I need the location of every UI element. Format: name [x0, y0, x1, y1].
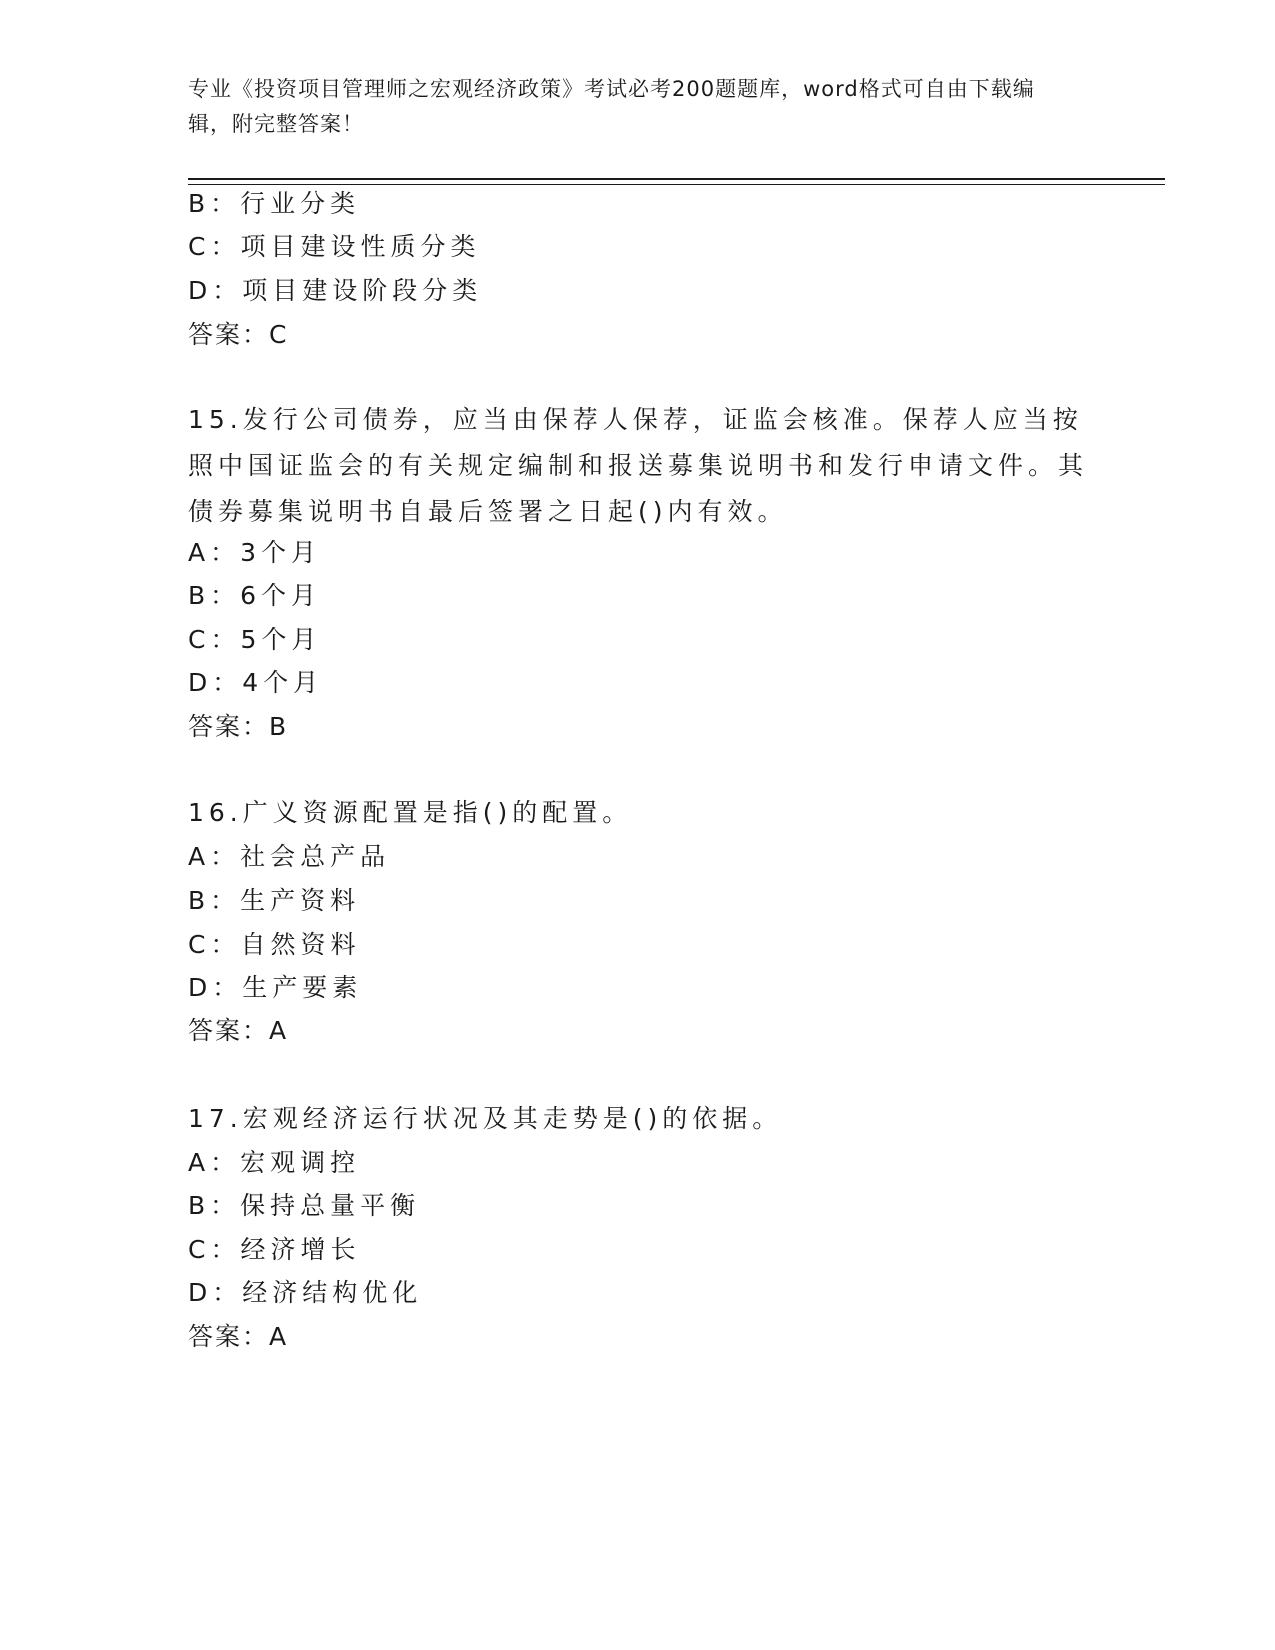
document-header: 专业《投资项目管理师之宏观经济政策》考试必考200题题库，word格式可自由下载编辑，附完整答案！: [188, 77, 1035, 136]
option-b: B：行业分类: [188, 189, 361, 218]
answer-line: 答案：A: [188, 1016, 289, 1045]
question-stem-17: 17.宏观经济运行状况及其走势是()的依据。: [188, 1104, 783, 1133]
option-c: C：自然资料: [188, 930, 361, 959]
option-c: C：5个月: [188, 625, 322, 654]
option-d: D：生产要素: [188, 973, 363, 1002]
header-divider: [188, 178, 1165, 185]
option-c: C：经济增长: [188, 1235, 361, 1264]
option-d: D：经济结构优化: [188, 1278, 423, 1307]
answer-line: 答案：C: [188, 320, 289, 349]
option-d: D：4个月: [188, 668, 324, 697]
option-a: A：社会总产品: [188, 842, 391, 871]
question-stem-15: 15.发行公司债券，应当由保荐人保荐，证监会核准。保荐人应当按照中国证监会的有关规定编制和报送募集说明书和发行申请文件。其债券募集说明书自最后签署之日起()内有效。: [188, 405, 1089, 526]
question-stem-16: 16.广义资源配置是指()的配置。: [188, 798, 633, 827]
option-b: B：生产资料: [188, 886, 361, 915]
option-b: B：6个月: [188, 581, 322, 610]
option-b: B：保持总量平衡: [188, 1191, 421, 1220]
option-a: A：宏观调控: [188, 1148, 361, 1177]
answer-line: 答案：A: [188, 1322, 289, 1351]
answer-line: 答案：B: [188, 712, 289, 741]
option-c: C：项目建设性质分类: [188, 232, 481, 261]
option-a: A：3个月: [188, 538, 322, 567]
option-d: D：项目建设阶段分类: [188, 276, 483, 305]
